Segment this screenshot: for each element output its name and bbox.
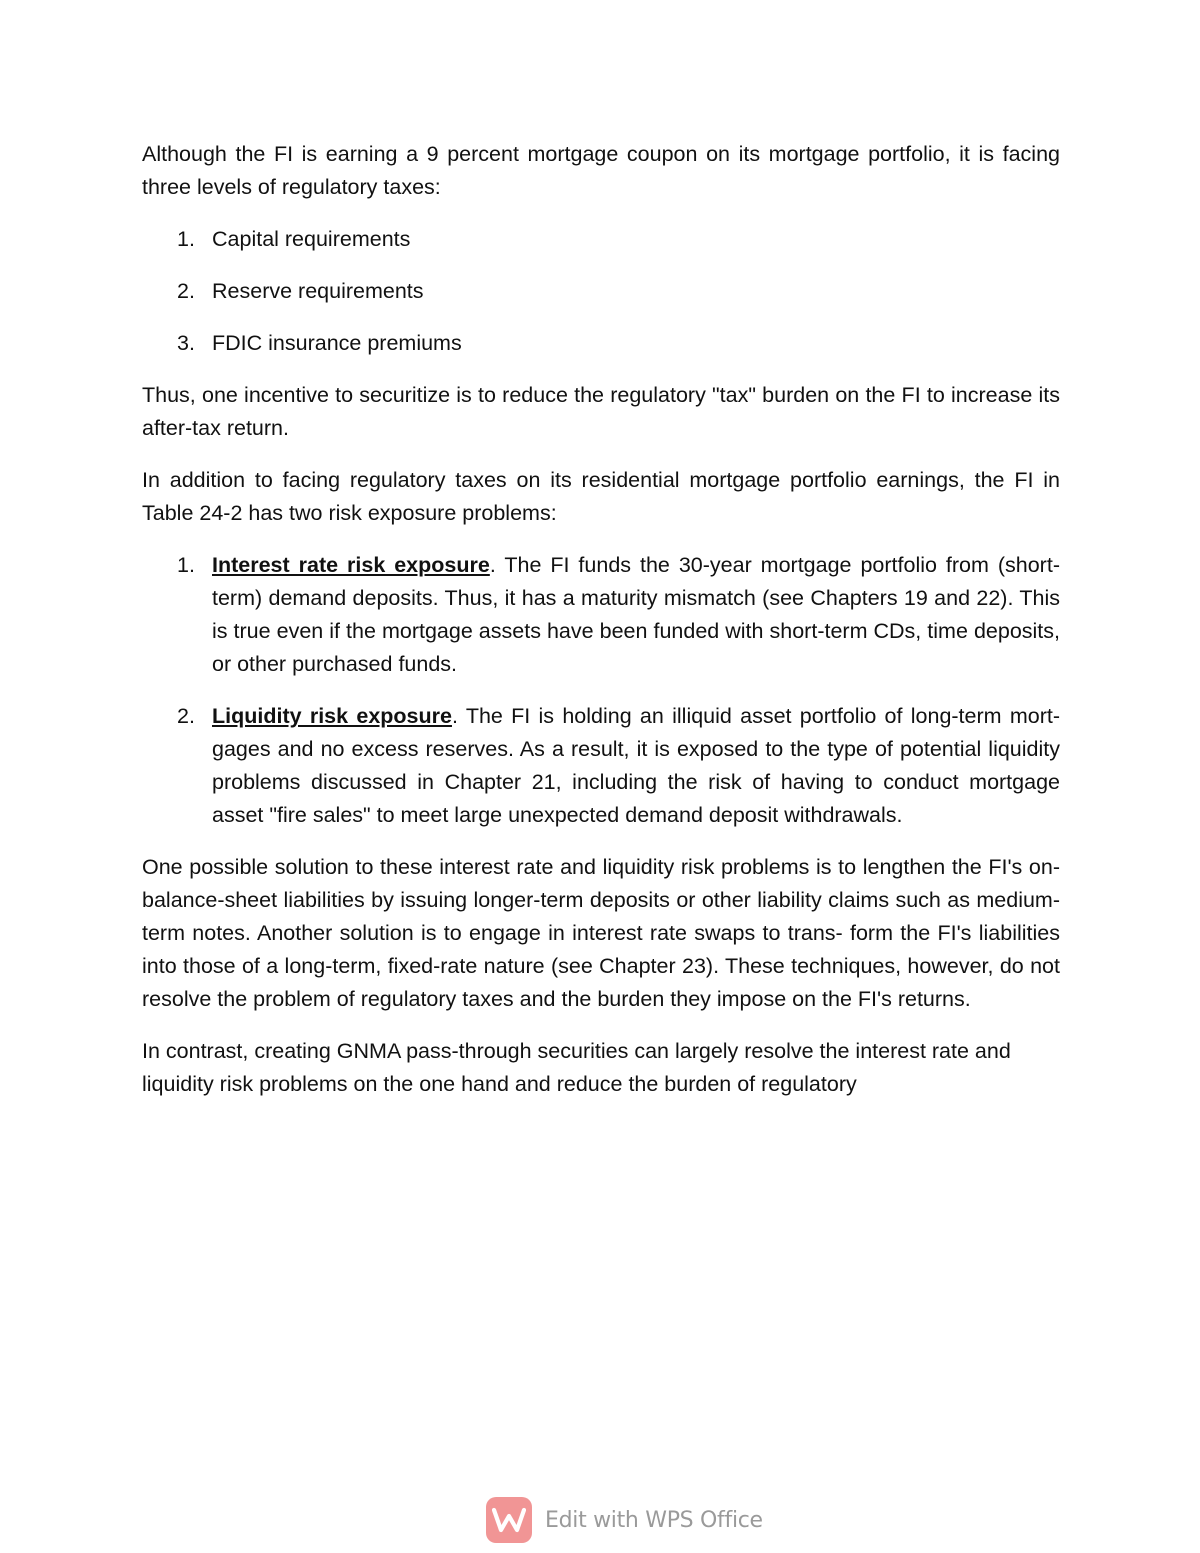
list-item-text: Reserve requirements — [212, 279, 424, 303]
list-number: 2. — [177, 704, 195, 728]
incentive-paragraph: Thus, one incentive to securitize is to reduce the regulatory "tax" burden on the FI to increase its after-tax return. — [142, 383, 1060, 440]
list-number: 3. — [177, 331, 195, 355]
solution-paragraph: One possible solution to these interest rate and liquidity risk problems is to lengthen the FI's on-balance-sheet liabilities by issuing longer-term deposits or other liability claims such as medium-term notes. Another solution is to engage in interest rate swaps to trans- form the FI's liabilities into those of a long-term, fixed-rate nature (see Chapter 23). These techniques, however, do not resolve the problem of regulatory taxes and the burden they impose on the FI's returns. — [142, 855, 1060, 1011]
wps-watermark-text: Edit with WPS Office — [545, 1507, 763, 1533]
list-item — [142, 327, 1060, 360]
list-item — [142, 275, 1060, 308]
risk-intro-paragraph: In addition to facing regulatory taxes on its residential mortgage portfolio earnings, the FI in Table 24-2 has two risk exposure problems: — [142, 468, 1060, 525]
risk-term: Liquidity risk exposure — [212, 704, 452, 728]
list-item-text: Capital requirements — [212, 227, 411, 251]
risk-term: Interest rate risk exposure — [212, 553, 490, 577]
list-item-text: FDIC insurance premiums — [212, 331, 462, 355]
wps-logo-icon — [486, 1497, 532, 1543]
intro-paragraph: Although the FI is earning a 9 percent mortgage coupon on its mortgage portfolio, it is facing three levels of regulatory taxes: — [142, 142, 1060, 199]
list-item — [142, 700, 1060, 832]
wps-watermark[interactable] — [486, 1496, 763, 1544]
wps-w-icon — [492, 1507, 526, 1533]
list-number: 2. — [177, 279, 195, 303]
regulatory-taxes-list — [142, 223, 1060, 360]
list-item — [142, 223, 1060, 256]
risk-description: . The FI is holding an illiquid asset portfolio of long-term mort- gages and no excess reserves. As a result, it is exposed to the type of potential liquidity problems discussed in Chapter 21, including the risk of having to conduct mortgage asset "fire sales" to meet large unexpected demand deposit withdrawals. — [212, 704, 1060, 827]
risk-description: . The FI funds the 30-year mortgage portfolio from (short-term) demand deposits. Thus, it has a maturity mismatch (see Chapters 19 and 22). This is true even if the mortgage assets have been funded with short-term CDs, time deposits, or other purchased funds. — [212, 553, 1060, 676]
risk-exposure-list — [142, 549, 1060, 832]
contrast-paragraph: In contrast, creating GNMA pass-through securities can largely resolve the interest rate and liquidity risk problems on the one hand and reduce the burden of regulatory — [142, 1039, 1011, 1096]
list-number: 1. — [177, 553, 195, 577]
document-page — [142, 138, 1060, 1120]
list-number: 1. — [177, 227, 195, 251]
list-item — [142, 549, 1060, 681]
